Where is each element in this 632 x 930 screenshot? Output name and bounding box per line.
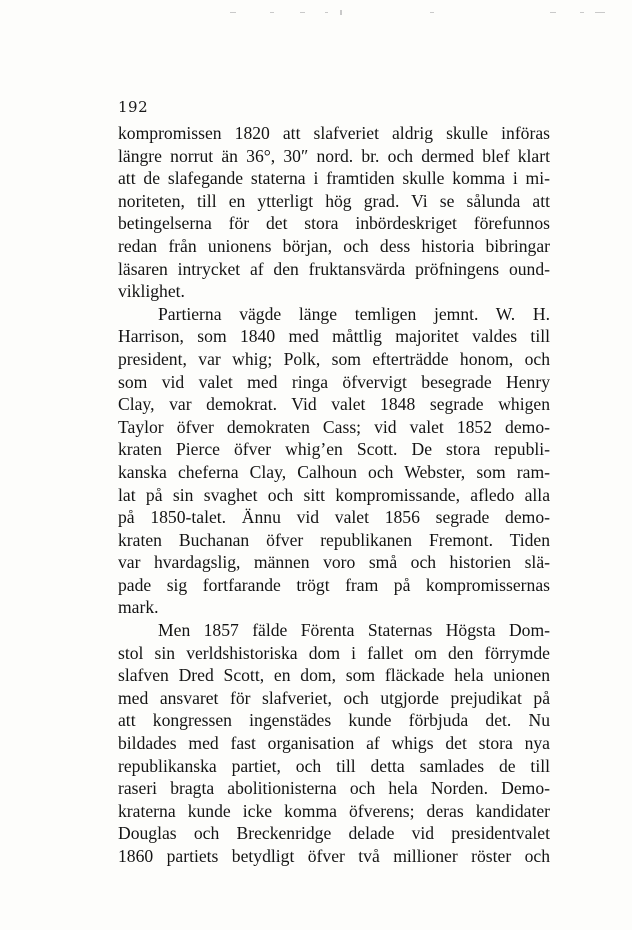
text-line: Clay, var demokrat. Vid valet 1848 segrade whigen: [118, 394, 550, 415]
text-line: noriteten, till en ytterligt hög grad. Vi se sålunda att: [118, 190, 550, 211]
text-line: Douglas och Breckenridge delade vid presidentvalet: [118, 823, 550, 844]
text-line: mark.: [118, 597, 159, 618]
text-line: lat på sin svaghet och sitt kompromissande, afledo alla: [118, 484, 550, 505]
text-line: kraten Buchanan öfver republikanen Fremont. Tiden: [118, 529, 550, 550]
text-line: kanska cheferna Clay, Calhoun och Webster, som ram-: [118, 461, 550, 482]
text-line: stol sin verldshistoriska dom i fallet om den förrymde: [118, 642, 550, 663]
text-line: Harrison, som 1840 med måttlig majoritet valdes till: [118, 326, 550, 347]
text-line: redan från unionens början, och dess historia bibringar: [118, 235, 550, 256]
text-line: kompromissen 1820 att slafveriet aldrig skulle införas: [118, 123, 550, 143]
text-line: med ansvaret för slafveriet, och utgjorde prejudikat på: [118, 687, 550, 708]
text-line: kraten Pierce öfver whig’en Scott. De stora republi-: [118, 439, 550, 460]
text-line: att de slafegande staterna i framtiden skulle komma i mi-: [118, 168, 550, 189]
text-line: läsaren intrycket af den fruktansvärda pröfningens ound-: [118, 258, 550, 279]
text-line: slafven Dred Scott, en dom, som fläckade hela unionen: [118, 665, 550, 686]
text-line: viklighet.: [118, 281, 185, 302]
text-line: pade sig fortfarande trögt fram på kompromissernas: [118, 574, 550, 595]
text-line: att kongressen ingenstädes kunde förbjuda det. Nu: [118, 710, 550, 731]
text-line: president, var whig; Polk, som efterträdde honom, och: [118, 348, 550, 369]
text-line: som vid valet med ringa öfvervigt besegrade Henry: [118, 371, 550, 392]
page-number: 192: [118, 98, 149, 116]
text-line: längre norrut än 36°, 30″ nord. br. och dermed blef klart: [118, 145, 550, 166]
text-line: 1860 partiets betydligt öfver två millioner röster och: [118, 846, 550, 866]
text-line: raseri bragta abolitionisterna och hela Norden. Demo-: [118, 778, 550, 799]
text-line: Taylor öfver demokraten Cass; vid valet 1852 demo-: [118, 416, 550, 437]
text-line: kraterna kunde icke komma öfverens; deras kandidater: [118, 800, 550, 821]
text-line: republikanska partiet, och till detta samlades de till: [118, 755, 550, 776]
scan-artifact-marks: [230, 12, 610, 16]
text-line: Partierna vägde länge temligen jemnt. W. H.: [158, 303, 550, 324]
text-line: betingelserna för det stora inbördeskriget förefunnos: [118, 213, 550, 234]
body-text: [118, 122, 550, 868]
text-line: bildades med fast organisation af whigs det stora nya: [118, 733, 550, 754]
text-line: Men 1857 fälde Förenta Staternas Högsta Dom-: [158, 620, 550, 641]
text-line: var hvardagslig, männen voro små och historien slä-: [118, 552, 550, 573]
text-line: på 1850-talet. Ännu vid valet 1856 segrade demo-: [118, 507, 550, 528]
